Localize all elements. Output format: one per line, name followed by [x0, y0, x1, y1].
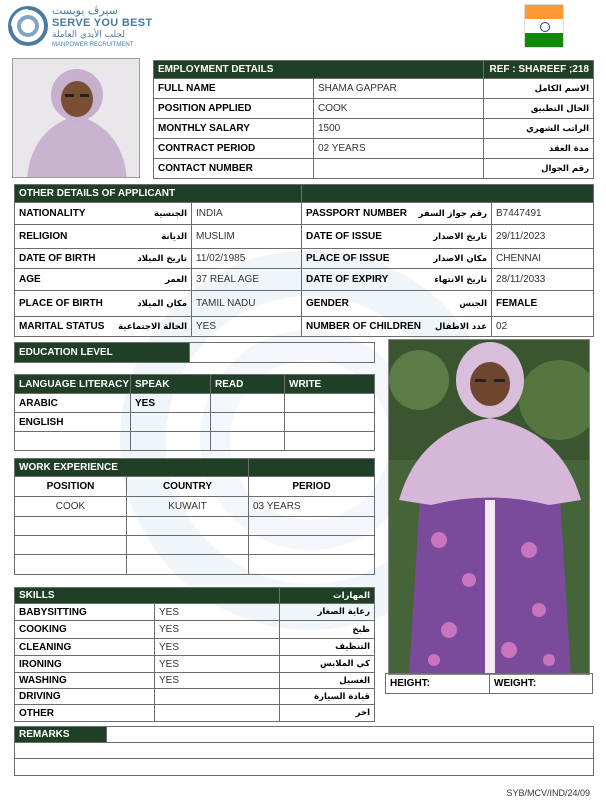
nationality-value: INDIA [192, 203, 302, 225]
read-header: READ [211, 375, 285, 394]
full-name-value: SHAMA GAPPAR [314, 79, 484, 99]
skills-title: SKILLS [15, 588, 280, 604]
work-position [15, 536, 127, 555]
language-name: ENGLISH [15, 413, 131, 432]
contact-number-value [314, 159, 484, 179]
language-speak [131, 432, 211, 451]
speak-header: SPEAK [131, 375, 211, 394]
language-write [285, 394, 375, 413]
place-of-issue-label: PLACE OF ISSUE [306, 253, 390, 264]
full-name-label: FULL NAME [154, 79, 314, 99]
skill-name: IRONING [15, 656, 155, 673]
language-literacy-table [14, 374, 375, 451]
language-name: ARABIC [15, 394, 131, 413]
skill-arabic: الغسيل [280, 673, 375, 689]
skill-arabic: اخر [280, 705, 375, 722]
monthly-salary-value: 1500 [314, 119, 484, 139]
skills-title-arabic: المهارات [280, 588, 375, 604]
skill-value [155, 705, 280, 722]
skill-value: YES [155, 656, 280, 673]
position-applied-label: POSITION APPLIED [154, 99, 314, 119]
monthly-salary-label: MONTHLY SALARY [154, 119, 314, 139]
employment-details-title: EMPLOYMENT DETAILS [154, 61, 484, 79]
work-position [15, 517, 127, 536]
date-of-expiry-label: DATE OF EXPIRY [306, 274, 389, 285]
work-period [249, 517, 375, 536]
contract-period-label: CONTRACT PERIOD [154, 139, 314, 159]
language-write [285, 432, 375, 451]
logo-subtitle: MANPOWER RECRUITMENT [52, 42, 134, 48]
nationality-label: NATIONALITY [19, 208, 86, 219]
number-of-children-value: 02 [492, 317, 594, 337]
skill-arabic: قيادة السيارة [280, 689, 375, 705]
language-read [211, 432, 285, 451]
date-of-expiry-arabic: تاريخ الانتهاء [434, 274, 488, 285]
work-country: KUWAIT [127, 497, 249, 517]
date-of-birth-arabic: تاريخ الميلاد [137, 253, 187, 264]
skill-name: WASHING [15, 673, 155, 689]
period-header: PERIOD [249, 477, 375, 497]
work-experience-table [14, 458, 375, 575]
full-name-arabic: الاسم الكامل [484, 79, 594, 99]
language-name [15, 432, 131, 451]
skill-name: COOKING [15, 621, 155, 639]
date-of-issue-value: 29/11/2023 [492, 225, 594, 249]
skill-name: OTHER [15, 705, 155, 722]
weight-label: WEIGHT: [494, 678, 537, 689]
language-speak [131, 413, 211, 432]
gender-arabic: الجنس [459, 298, 488, 309]
date-of-expiry-value: 28/11/2033 [492, 269, 594, 291]
work-position: COOK [15, 497, 127, 517]
india-flag-icon [524, 4, 564, 48]
skill-arabic: التنظيف [280, 639, 375, 656]
country-header: COUNTRY [127, 477, 249, 497]
language-read [211, 394, 285, 413]
logo-arabic-name: سيرڤ يوبست [52, 4, 118, 17]
passport-number-label: PASSPORT NUMBER [306, 208, 407, 219]
place-of-birth-value: TAMIL NADU [192, 291, 302, 317]
language-speak: YES [131, 394, 211, 413]
remarks-label: REMARKS [15, 727, 107, 743]
other-details-title: OTHER DETAILS OF APPLICANT [15, 185, 302, 203]
skill-name: DRIVING [15, 689, 155, 705]
write-header: WRITE [285, 375, 375, 394]
height-label: HEIGHT: [390, 678, 430, 689]
place-of-birth-label: PLACE OF BIRTH [19, 298, 103, 309]
language-literacy-header: LANGUAGE LITERACY [15, 375, 131, 394]
skill-value: YES [155, 604, 280, 621]
skill-value: YES [155, 639, 280, 656]
number-of-children-arabic: عدد الاطفال [435, 321, 488, 332]
logo-english-name: SERVE YOU BEST [52, 17, 153, 29]
age-value: 37 REAL AGE [192, 269, 302, 291]
age-label: AGE [19, 274, 41, 285]
marital-status-value: YES [192, 317, 302, 337]
contract-period-value: 02 YEARS [314, 139, 484, 159]
work-position [15, 555, 127, 575]
religion-arabic: الديانة [161, 231, 187, 242]
logo-arabic-tagline: لجلب الأيدي العاملة [52, 30, 125, 40]
work-country [127, 555, 249, 575]
date-of-birth-value: 11/02/1985 [192, 249, 302, 269]
date-of-issue-arabic: تاريخ الاصدار [433, 231, 488, 242]
passport-number-value: B7447491 [492, 203, 594, 225]
date-of-birth-label: DATE OF BIRTH [19, 253, 96, 264]
position-header: POSITION [15, 477, 127, 497]
language-write [285, 413, 375, 432]
marital-status-label: MARITAL STATUS [19, 321, 105, 332]
applicant-passport-photo [12, 58, 140, 178]
remarks-table [14, 726, 594, 776]
remarks-value [107, 727, 594, 743]
height-weight-table [385, 673, 593, 694]
contract-period-arabic: مدة العقد [484, 139, 594, 159]
contact-number-arabic: رقم الجوال [484, 159, 594, 179]
skill-name: CLEANING [15, 639, 155, 656]
work-country [127, 517, 249, 536]
religion-label: RELIGION [19, 231, 68, 242]
work-period [249, 536, 375, 555]
monthly-salary-arabic: الراتب الشهري [484, 119, 594, 139]
position-applied-arabic: الحال التطبيق [484, 99, 594, 119]
religion-value: MUSLIM [192, 225, 302, 249]
skills-table [14, 587, 375, 722]
skill-value: YES [155, 621, 280, 639]
work-period [249, 555, 375, 575]
document-code: SYB/MCV/IND/24/09 [506, 788, 590, 798]
skill-arabic: رعاية الصغار [280, 604, 375, 621]
number-of-children-label: NUMBER OF CHILDREN [306, 321, 422, 332]
place-of-issue-value: CHENNAI [492, 249, 594, 269]
education-level-table [14, 342, 375, 363]
skill-value [155, 689, 280, 705]
reference-number: REF : SHAREEF ;218 [484, 61, 594, 79]
contact-number-label: CONTACT NUMBER [154, 159, 314, 179]
gender-value: FEMALE [492, 291, 594, 317]
work-period: 03 YEARS [249, 497, 375, 517]
position-applied-value: COOK [314, 99, 484, 119]
company-logo-icon [8, 6, 48, 46]
skill-arabic: طبخ [280, 621, 375, 639]
passport-number-arabic: رقم جواز السفر [418, 208, 488, 219]
work-experience-title: WORK EXPERIENCE [15, 459, 249, 477]
age-arabic: العمر [165, 274, 187, 285]
skill-value: YES [155, 673, 280, 689]
skill-arabic: كي الملابس [280, 656, 375, 673]
skill-name: BABYSITTING [15, 604, 155, 621]
language-read [211, 413, 285, 432]
nationality-arabic: الجنسية [154, 208, 187, 219]
applicant-full-photo [388, 339, 590, 675]
work-country [127, 536, 249, 555]
gender-label: GENDER [306, 298, 349, 309]
marital-status-arabic: الحالة الاجتماعية [118, 321, 187, 332]
place-of-issue-arabic: مكان الاصدار [433, 253, 488, 264]
employment-details-table [153, 60, 594, 179]
place-of-birth-arabic: مكان الميلاد [137, 298, 187, 309]
education-level-label: EDUCATION LEVEL [15, 343, 190, 363]
other-details-table [14, 184, 594, 337]
education-level-value [190, 343, 375, 363]
date-of-issue-label: DATE OF ISSUE [306, 231, 382, 242]
